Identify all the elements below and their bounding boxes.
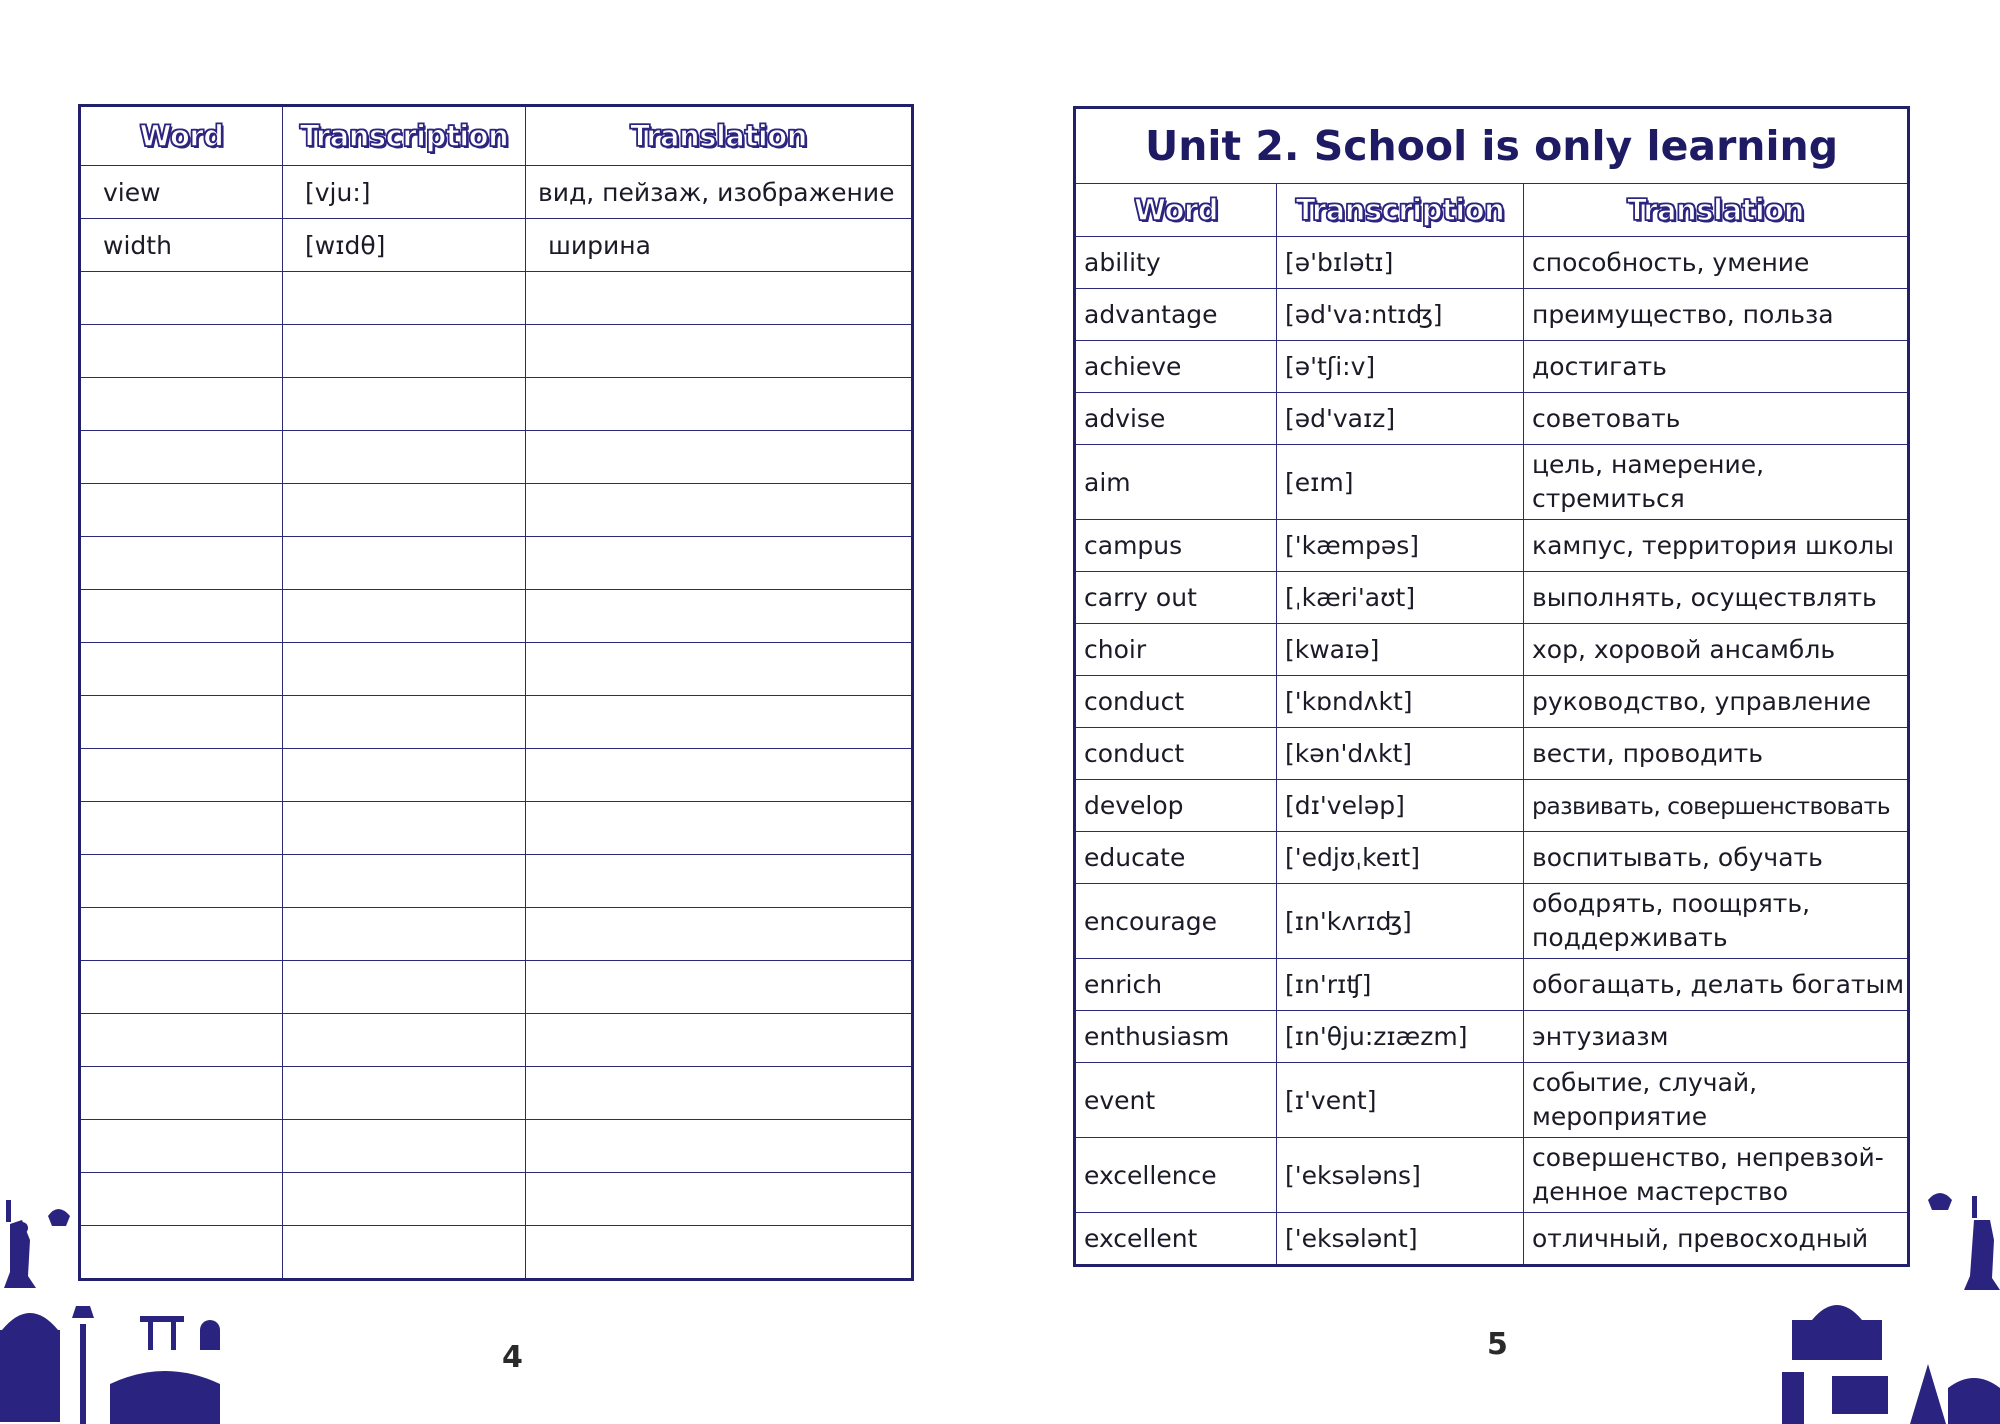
empty-cell bbox=[526, 537, 913, 590]
empty-cell bbox=[283, 484, 526, 537]
empty-row bbox=[80, 643, 913, 696]
empty-row bbox=[80, 484, 913, 537]
empty-row bbox=[80, 1014, 913, 1067]
transcription-cell: [ˌkæri'aʊt] bbox=[1277, 572, 1524, 624]
table-row bbox=[1075, 1063, 1909, 1138]
translation-cell: ободрять, поощрять, поддерживать bbox=[1524, 884, 1909, 959]
colosseum-icon bbox=[1948, 1378, 2000, 1424]
empty-cell bbox=[80, 749, 283, 802]
table-row bbox=[1075, 884, 1909, 959]
empty-cell bbox=[283, 643, 526, 696]
empty-cell bbox=[80, 431, 283, 484]
empty-row bbox=[80, 855, 913, 908]
windmill-icon bbox=[1910, 1364, 1946, 1424]
word-cell: advise bbox=[1075, 393, 1277, 445]
guard-icon bbox=[200, 1320, 220, 1350]
empty-cell bbox=[526, 908, 913, 961]
transcription-cell: ['kæmpəs] bbox=[1277, 520, 1524, 572]
right-vocab-table bbox=[1073, 106, 1910, 1267]
empty-cell bbox=[526, 1014, 913, 1067]
empty-cell bbox=[80, 1067, 283, 1120]
mosque-icon bbox=[0, 1313, 60, 1422]
word-cell: aim bbox=[1075, 445, 1277, 520]
teapot-icon bbox=[1928, 1193, 1952, 1210]
empty-row bbox=[80, 908, 913, 961]
empty-rows bbox=[80, 272, 913, 1280]
table-row bbox=[1075, 832, 1909, 884]
table-row bbox=[1075, 393, 1909, 445]
header-word: Word bbox=[1075, 184, 1277, 237]
translation-cell: обогащать, делать богатым bbox=[1524, 959, 1909, 1011]
empty-cell bbox=[80, 537, 283, 590]
translation-cell: отличный, превосходный bbox=[1524, 1213, 1909, 1266]
empty-cell bbox=[283, 1226, 526, 1280]
page-number-left: 4 bbox=[502, 1340, 523, 1375]
word-cell: excellence bbox=[1075, 1138, 1277, 1213]
table-row bbox=[1075, 445, 1909, 520]
empty-cell bbox=[283, 749, 526, 802]
empty-cell bbox=[283, 325, 526, 378]
empty-cell bbox=[80, 1014, 283, 1067]
transcription-cell: [wɪdθ] bbox=[283, 219, 526, 272]
table-row bbox=[80, 166, 913, 219]
empty-cell bbox=[526, 855, 913, 908]
empty-cell bbox=[80, 643, 283, 696]
transcription-cell: [kwaɪə] bbox=[1277, 624, 1524, 676]
word-cell: encourage bbox=[1075, 884, 1277, 959]
transcription-cell: [ɪn'θju:zɪæzm] bbox=[1277, 1011, 1524, 1063]
translation-cell: воспитывать, обучать bbox=[1524, 832, 1909, 884]
transcription-cell: [ə'bɪlətɪ] bbox=[1277, 237, 1524, 289]
empty-cell bbox=[283, 855, 526, 908]
table-row bbox=[1075, 728, 1909, 780]
translation-cell: вести, проводить bbox=[1524, 728, 1909, 780]
word-cell: width bbox=[80, 219, 283, 272]
transcription-cell: [eɪm] bbox=[1277, 445, 1524, 520]
word-cell: excellent bbox=[1075, 1213, 1277, 1266]
empty-cell bbox=[526, 1173, 913, 1226]
empty-cell bbox=[526, 484, 913, 537]
translation-cell: достигать bbox=[1524, 341, 1909, 393]
empty-cell bbox=[526, 1120, 913, 1173]
table-row bbox=[1075, 289, 1909, 341]
table-row bbox=[1075, 341, 1909, 393]
header-translation: Translation bbox=[1524, 184, 1909, 237]
header-row bbox=[1075, 184, 1909, 237]
unit-title: Unit 2. School is only learning bbox=[1075, 108, 1909, 184]
left-vocab-table bbox=[78, 104, 914, 1281]
translation-cell: советовать bbox=[1524, 393, 1909, 445]
empty-cell bbox=[80, 1120, 283, 1173]
empty-cell bbox=[526, 802, 913, 855]
empty-cell bbox=[526, 1067, 913, 1120]
word-cell: choir bbox=[1075, 624, 1277, 676]
transcription-cell: [ɪn'rɪʧ] bbox=[1277, 959, 1524, 1011]
empty-cell bbox=[283, 378, 526, 431]
table-row bbox=[1075, 780, 1909, 832]
table-row bbox=[1075, 237, 1909, 289]
empty-cell bbox=[526, 378, 913, 431]
teapot-icon bbox=[48, 1209, 70, 1226]
header-transcription: Transcription bbox=[1277, 184, 1524, 237]
word-cell: event bbox=[1075, 1063, 1277, 1138]
umbrella-icon bbox=[1782, 1372, 1804, 1424]
translation-cell: цель, намерение, стремиться bbox=[1524, 445, 1909, 520]
header-word: Word bbox=[80, 106, 283, 166]
landmarks-decoration-right bbox=[1742, 1180, 2000, 1424]
empty-cell bbox=[80, 802, 283, 855]
transcription-cell: ['eksələns] bbox=[1277, 1138, 1524, 1213]
translation-cell: кампус, территория школы bbox=[1524, 520, 1909, 572]
transcription-cell: [əd'vaɪz] bbox=[1277, 393, 1524, 445]
word-cell: achieve bbox=[1075, 341, 1277, 393]
empty-cell bbox=[283, 431, 526, 484]
word-cell: advantage bbox=[1075, 289, 1277, 341]
word-cell: carry out bbox=[1075, 572, 1277, 624]
empty-cell bbox=[80, 855, 283, 908]
table-row bbox=[1075, 676, 1909, 728]
empty-cell bbox=[80, 378, 283, 431]
transcription-cell: [kən'dʌkt] bbox=[1277, 728, 1524, 780]
empty-cell bbox=[283, 802, 526, 855]
empty-row bbox=[80, 537, 913, 590]
empty-row bbox=[80, 378, 913, 431]
word-cell: conduct bbox=[1075, 676, 1277, 728]
statue-of-liberty-icon bbox=[1964, 1196, 2000, 1290]
table-row bbox=[1075, 624, 1909, 676]
empty-cell bbox=[526, 961, 913, 1014]
table-row bbox=[1075, 959, 1909, 1011]
word-cell: ability bbox=[1075, 237, 1277, 289]
table-row bbox=[1075, 1011, 1909, 1063]
empty-row bbox=[80, 431, 913, 484]
empty-row bbox=[80, 961, 913, 1014]
empty-row bbox=[80, 1067, 913, 1120]
page-number-right: 5 bbox=[1487, 1327, 1508, 1362]
empty-cell bbox=[526, 643, 913, 696]
empty-row bbox=[80, 802, 913, 855]
empty-cell bbox=[283, 1120, 526, 1173]
transcription-cell: [ɪ'vent] bbox=[1277, 1063, 1524, 1138]
empty-cell bbox=[283, 1067, 526, 1120]
empty-row bbox=[80, 325, 913, 378]
empty-cell bbox=[80, 908, 283, 961]
header-translation: Translation bbox=[526, 106, 913, 166]
word-cell: campus bbox=[1075, 520, 1277, 572]
empty-cell bbox=[283, 1014, 526, 1067]
translation-cell: преимущество, польза bbox=[1524, 289, 1909, 341]
street-lamp-icon bbox=[72, 1306, 94, 1424]
transcription-cell: ['edjʊˌkeɪt] bbox=[1277, 832, 1524, 884]
statue-of-liberty-icon bbox=[4, 1200, 36, 1288]
empty-cell bbox=[283, 272, 526, 325]
word-cell: conduct bbox=[1075, 728, 1277, 780]
word-cell: view bbox=[80, 166, 283, 219]
landmarks-decoration-left bbox=[0, 1180, 235, 1424]
transcription-cell: ['kɒndʌkt] bbox=[1277, 676, 1524, 728]
empty-row bbox=[80, 696, 913, 749]
unit-title-row bbox=[1075, 108, 1909, 184]
table-row bbox=[80, 219, 913, 272]
header-row bbox=[80, 106, 913, 166]
empty-cell bbox=[283, 537, 526, 590]
table-row bbox=[1075, 520, 1909, 572]
empty-cell bbox=[80, 590, 283, 643]
empty-cell bbox=[80, 696, 283, 749]
empty-cell bbox=[283, 590, 526, 643]
empty-cell bbox=[526, 590, 913, 643]
transcription-cell: [ə'tʃi:v] bbox=[1277, 341, 1524, 393]
torii-gate-icon bbox=[140, 1316, 184, 1350]
translation-cell: выполнять, осуществлять bbox=[1524, 572, 1909, 624]
transcription-cell: [ɪn'kʌrɪʤ] bbox=[1277, 884, 1524, 959]
empty-row bbox=[80, 590, 913, 643]
translation-cell: энтузиазм bbox=[1524, 1011, 1909, 1063]
transcription-cell: [dɪ'veləp] bbox=[1277, 780, 1524, 832]
word-cell: enthusiasm bbox=[1075, 1011, 1277, 1063]
empty-cell bbox=[283, 908, 526, 961]
empty-cell bbox=[526, 1226, 913, 1280]
word-cell: enrich bbox=[1075, 959, 1277, 1011]
empty-cell bbox=[526, 325, 913, 378]
empty-cell bbox=[526, 696, 913, 749]
empty-row bbox=[80, 1120, 913, 1173]
empty-cell bbox=[80, 484, 283, 537]
table-row bbox=[1075, 572, 1909, 624]
transcription-cell: [vju:] bbox=[283, 166, 526, 219]
transcription-cell: ['eksələnt] bbox=[1277, 1213, 1524, 1266]
empty-row bbox=[80, 749, 913, 802]
word-cell: educate bbox=[1075, 832, 1277, 884]
empty-cell bbox=[283, 696, 526, 749]
translation-cell: способность, умение bbox=[1524, 237, 1909, 289]
translation-cell: совершенство, непревзой-денное мастерство bbox=[1524, 1138, 1909, 1213]
header-transcription: Transcription bbox=[283, 106, 526, 166]
empty-cell bbox=[80, 325, 283, 378]
empty-cell bbox=[80, 961, 283, 1014]
translation-cell: событие, случай, мероприятие bbox=[1524, 1063, 1909, 1138]
empty-cell bbox=[526, 749, 913, 802]
union-jack-icon bbox=[1832, 1376, 1888, 1414]
empty-row bbox=[80, 272, 913, 325]
translation-cell: развивать, совершенствовать bbox=[1524, 780, 1909, 832]
translation-cell: ширина bbox=[526, 219, 913, 272]
empty-cell bbox=[283, 961, 526, 1014]
empty-cell bbox=[526, 431, 913, 484]
translation-cell: хор, хоровой ансамбль bbox=[1524, 624, 1909, 676]
empty-cell bbox=[526, 272, 913, 325]
empty-cell bbox=[80, 272, 283, 325]
translation-cell: руководство, управление bbox=[1524, 676, 1909, 728]
word-cell: develop bbox=[1075, 780, 1277, 832]
mosque-icon bbox=[1792, 1305, 1882, 1360]
colosseum-icon bbox=[110, 1371, 220, 1424]
empty-cell bbox=[283, 1173, 526, 1226]
transcription-cell: [əd'va:ntɪʤ] bbox=[1277, 289, 1524, 341]
translation-cell: вид, пейзаж, изображение bbox=[526, 166, 913, 219]
